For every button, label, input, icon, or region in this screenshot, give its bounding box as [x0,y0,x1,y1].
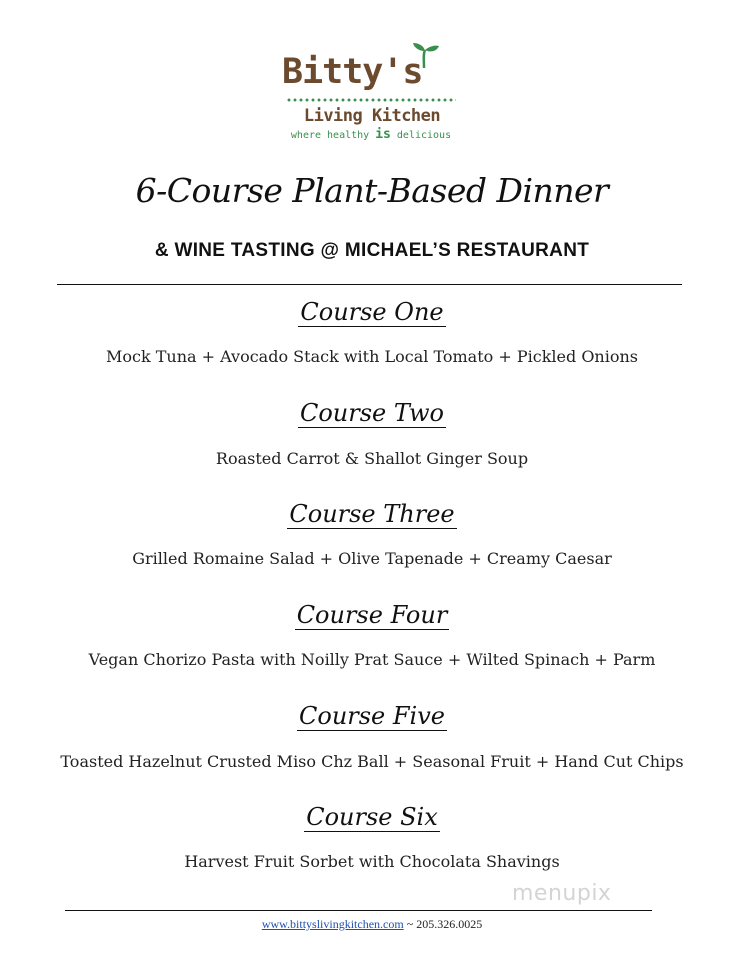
logo-name: Bitty's [282,52,423,92]
menu-subtitle: & WINE TASTING @ MICHAEL’S RESTAURANT [154,240,590,261]
logo-subname: Living Kitchen [303,106,441,126]
top-divider [57,284,682,285]
course-dish: Toasted Hazelnut Crusted Miso Chz Ball + Seasonal Fruit + Hand Cut Chips [60,752,684,771]
course-dish: Harvest Fruit Sorbet with Chocolata Shavings [184,852,560,871]
tagline-emphasis: is [375,127,391,142]
course-heading: Course Two [299,399,445,427]
course-heading: Course Three [289,500,455,528]
footer [0,916,744,932]
tagline-before: where healthy [290,130,370,141]
course-dish: Roasted Carrot & Shallot Ginger Soup [215,449,529,468]
course-heading: Course Six [306,803,438,831]
logo [282,48,460,144]
tagline-after: delicious [396,130,452,141]
phone-number: 205.326.0025 [416,917,483,931]
watermark: menupix [512,881,612,906]
course-dish: Mock Tuna + Avocado Stack with Local Tomato + Pickled Onions [105,347,638,366]
course-heading: Course Five [299,702,445,730]
course-dish: Grilled Romaine Salad + Olive Tapenade + Creamy Caesar [132,549,612,568]
bottom-divider [65,910,652,911]
footer-separator: ~ [403,917,417,931]
course-heading: Course Four [296,601,448,629]
website-link[interactable]: www.bittyslivingkitchen.com [261,917,404,931]
logo-dotted-divider [286,98,456,102]
course-heading: Course One [300,298,444,326]
menu-title: 6-Course Plant-Based Dinner [135,171,609,210]
course-dish: Vegan Chorizo Pasta with Noilly Prat Sauce + Wilted Spinach + Parm [88,650,656,669]
logo-tagline [282,128,460,143]
